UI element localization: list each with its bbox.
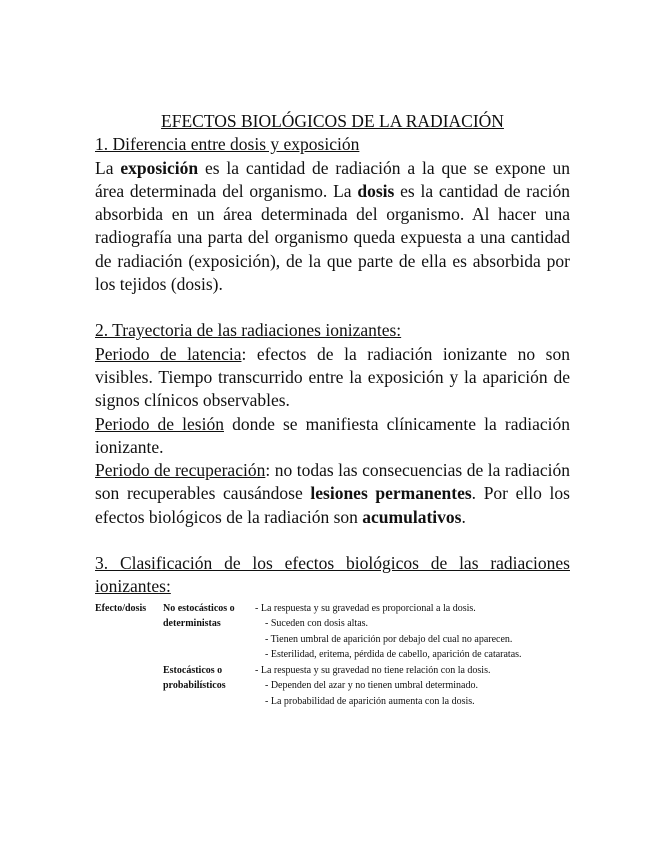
section-1-heading: 1. Diferencia entre dosis y exposición: [95, 134, 360, 155]
spacer: [95, 529, 570, 552]
term-acumulativos: acumulativos: [362, 506, 462, 527]
row-label-estocasticos: Estocásticos o probabilísticos: [163, 664, 226, 692]
periodo-lesion: [95, 413, 570, 460]
periodo-latencia-label: Periodo de latencia: [95, 343, 242, 364]
term-lesiones-permanentes: lesiones permanentes: [310, 483, 472, 504]
periodo-latencia: [95, 343, 570, 413]
list-item: - La probabilidad de aparición aumenta con la dosis.: [265, 695, 475, 707]
list-item: - La respuesta y su gravedad no tiene relación con la dosis.: [255, 664, 491, 676]
term-exposicion: exposición: [120, 157, 199, 178]
list-item: - Suceden con dosis altas.: [265, 618, 369, 630]
periodo-recuperacion: [95, 459, 570, 529]
term-dosis: dosis: [357, 180, 395, 201]
list-item: - Tienen umbral de aparición por debajo del cual no aparecen.: [265, 633, 513, 645]
empty-cell: [95, 663, 163, 710]
section-2-heading: 2. Trayectoria de las radiaciones ionizantes:: [95, 320, 402, 341]
s1-text-1: La: [95, 157, 121, 178]
table-row: [95, 663, 570, 710]
spacer: [95, 296, 570, 319]
column-header-efecto-dosis: Efecto/dosis: [95, 602, 147, 614]
s1-text-2: es la cantidad de radiación a la que se expone un área determinada del organismo. La: [95, 157, 570, 201]
periodo-latencia-text: : efectos de la radiación ionizante no son visibles. Tiempo transcurrido entre la exposición y la aparición de signos clínicos observables.: [95, 343, 570, 411]
s1-text-3: es la cantidad de ración absorbida en un área determinada del organismo. Al hacer una radiografía una parta del organismo queda expuesta a una cantidad de radiación (exposición), de la que parte de ella es absorbida por los tejidos (dosis).: [95, 180, 570, 295]
list-item: - La respuesta y su gravedad es proporcional a la dosis.: [255, 602, 476, 614]
row-items-estocasticos: [255, 663, 570, 710]
row-items-no-estocasticos: [255, 601, 570, 663]
periodo-lesion-text: donde se manifiesta clínicamente la radiación ionizante.: [95, 413, 570, 457]
periodo-lesion-label: Periodo de lesión: [95, 413, 224, 434]
classification-table: [95, 601, 570, 710]
periodo-recuperacion-text-1: : no todas las consecuencias de la radiación son recuperables causándose: [95, 460, 570, 504]
row-label-no-estocasticos: No estocásticos o deterministas: [163, 602, 235, 630]
list-item: - Esterilidad, eritema, pérdida de cabello, aparición de cataratas.: [265, 649, 522, 661]
section-3-heading: 3. Clasificación de los efectos biológicos de las radiaciones ionizantes:: [95, 553, 570, 597]
document-title: EFECTOS BIOLÓGICOS DE LA RADIACIÓN: [161, 111, 504, 131]
periodo-recuperacion-text-3: .: [461, 506, 466, 527]
periodo-recuperacion-text-2: . Por ello los efectos biológicos de la radiación son: [95, 483, 570, 527]
section-1-paragraph: [95, 157, 570, 297]
table-row: [95, 601, 570, 663]
list-item: - Dependen del azar y no tienen umbral determinado.: [265, 680, 478, 692]
periodo-recuperacion-label: Periodo de recuperación: [95, 460, 266, 481]
document-body: [95, 110, 570, 709]
